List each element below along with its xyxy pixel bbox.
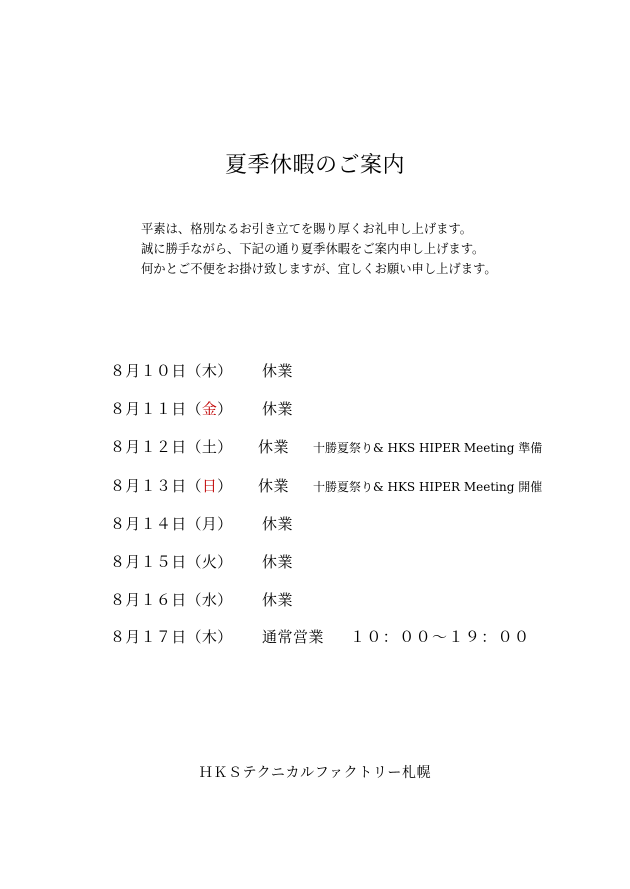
schedule-status: 休業 <box>262 515 294 533</box>
schedule-date: ８月１５日 <box>110 553 187 571</box>
schedule-date-group <box>110 398 232 419</box>
schedule-note: 十勝夏祭り& HKS HIPER Meeting 開催 <box>313 480 543 494</box>
schedule-status: 休業 <box>262 553 294 571</box>
schedule-date: ８月１１日 <box>110 400 187 418</box>
paren-open: （ <box>186 438 202 456</box>
weekday: 月 <box>201 515 218 533</box>
schedule-date-group <box>110 436 232 457</box>
paren-close: ） <box>217 628 233 646</box>
schedule-row <box>110 475 590 495</box>
schedule-row <box>110 398 590 418</box>
paren-close: ） <box>217 591 233 609</box>
paren-open: （ <box>186 628 202 646</box>
schedule-status: 休業 <box>258 438 290 456</box>
business-hours: １０：００〜１９：００ <box>350 628 531 646</box>
schedule-date-group <box>110 551 232 572</box>
weekday: 土 <box>201 438 218 456</box>
paren-close: ） <box>217 362 233 380</box>
schedule-status: 休業 <box>262 400 294 418</box>
schedule-status: 通常営業 <box>262 628 325 646</box>
schedule-date: ８月１２日 <box>110 438 187 456</box>
schedule-row <box>110 360 590 380</box>
schedule-date: ８月１４日 <box>110 515 187 533</box>
schedule-date-group <box>110 626 232 647</box>
weekday: 木 <box>201 362 218 380</box>
schedule-date: ８月１７日 <box>110 628 187 646</box>
weekday: 火 <box>201 553 218 571</box>
intro-line-2: 誠に勝手ながら、下記の通り夏季休暇をご案内申し上げます。 <box>141 242 485 256</box>
paren-close: ） <box>217 400 233 418</box>
schedule-date: ８月１３日 <box>110 477 187 495</box>
schedule-status: 休業 <box>262 591 294 609</box>
paren-open: （ <box>186 591 202 609</box>
schedule-date-group <box>110 360 232 381</box>
schedule-status: 休業 <box>262 362 294 380</box>
paren-close: ） <box>217 515 233 533</box>
schedule-status: 休業 <box>258 477 290 495</box>
schedule-date: ８月１６日 <box>110 591 187 609</box>
weekday-holiday: 金 <box>201 400 218 418</box>
paren-open: （ <box>186 400 202 418</box>
company-name: ＨＫＳテクニカルファクトリー札幌 <box>198 765 432 781</box>
schedule-date-group <box>110 513 232 534</box>
schedule-date-group <box>110 475 232 496</box>
schedule-note: 十勝夏祭り& HKS HIPER Meeting 準備 <box>313 441 543 455</box>
intro-line-3: 何かとご不便をお掛け致しますが、宜しくお願い申し上げます。 <box>141 262 497 276</box>
schedule-row <box>110 589 590 609</box>
schedule-row <box>110 436 590 456</box>
weekday: 木 <box>201 628 218 646</box>
paren-close: ） <box>217 438 233 456</box>
schedule-date-group <box>110 589 232 610</box>
paren-open: （ <box>186 477 202 495</box>
schedule-row <box>110 551 590 571</box>
weekday: 水 <box>201 591 218 609</box>
paren-open: （ <box>186 362 202 380</box>
weekday-holiday: 日 <box>201 477 218 495</box>
paren-close: ） <box>217 553 233 571</box>
paren-open: （ <box>186 553 202 571</box>
intro-line-1: 平素は、格別なるお引き立てを賜り厚くお礼申し上げます。 <box>141 222 473 236</box>
paren-close: ） <box>217 477 233 495</box>
schedule-row <box>110 626 590 646</box>
schedule-date: ８月１０日 <box>110 362 187 380</box>
paren-open: （ <box>186 515 202 533</box>
schedule-row <box>110 513 590 533</box>
page-title: 夏季休暇のご案内 <box>224 153 405 178</box>
